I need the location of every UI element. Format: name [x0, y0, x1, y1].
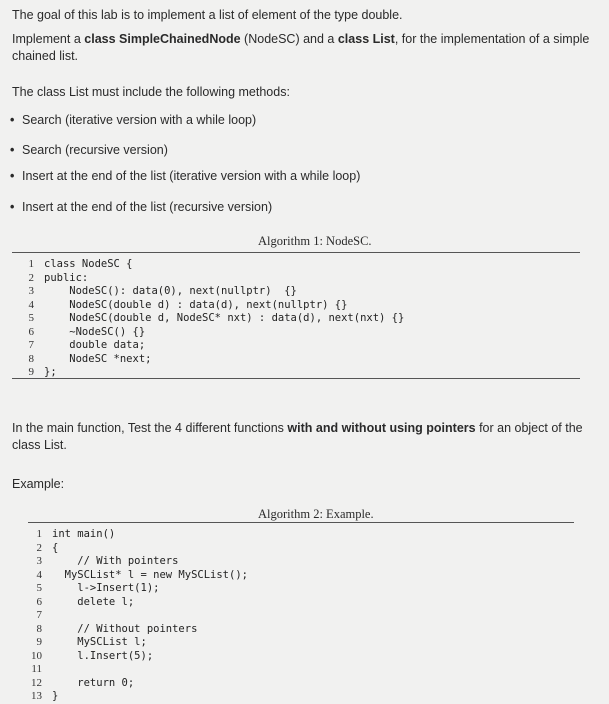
implement-paragraph	[12, 31, 597, 65]
line-number: 1	[28, 258, 34, 270]
line-number: 5	[36, 582, 42, 594]
line-number: 8	[28, 352, 34, 365]
code-line	[22, 528, 248, 542]
code-text: MySCList* l = new MySCList();	[52, 568, 248, 581]
implement-text-2: (NodeSC) and a	[240, 32, 338, 46]
line-number: 3	[28, 285, 34, 297]
code-line	[22, 582, 248, 596]
code-line	[20, 353, 404, 367]
methods-heading: The class List must include the following methods:	[12, 85, 290, 99]
code-text: }	[52, 690, 59, 702]
method-item: • Insert at the end of the list (iterative version with a while loop)	[10, 169, 361, 183]
code-line	[22, 690, 248, 704]
line-number: 8	[36, 622, 42, 635]
code-text: delete l;	[52, 595, 135, 608]
example-label: Example:	[12, 477, 65, 491]
algorithm2-code-block	[22, 528, 248, 704]
algorithm1-top-rule	[12, 252, 580, 253]
line-number: 13	[31, 690, 42, 702]
code-text: NodeSC(double d, NodeSC* nxt) : data(d), next(nxt) {}	[44, 312, 405, 324]
implement-bold-class-list: class List	[337, 32, 395, 46]
method-item-text: Search (iterative version with a while loop)	[22, 113, 257, 127]
method-item: • Search (recursive version)	[10, 143, 168, 157]
method-item-text: Insert at the end of the list (iterative version with a while loop)	[22, 169, 361, 183]
code-line	[20, 312, 404, 326]
goal-text: The goal of this lab is to implement a list of element of the type double.	[12, 8, 403, 22]
algorithm1-bottom-rule	[12, 378, 580, 379]
line-number: 11	[31, 663, 42, 675]
method-item-text: Insert at the end of the list (recursive version)	[22, 200, 273, 214]
line-number: 6	[36, 595, 42, 608]
code-text: MySCList l;	[52, 636, 147, 648]
line-number: 2	[36, 541, 42, 554]
code-text: NodeSC(): data(0), next(nullptr) {}	[44, 285, 297, 297]
line-number: 4	[28, 298, 34, 311]
code-text: class NodeSC {	[44, 258, 133, 270]
code-line	[22, 677, 248, 691]
implement-text-3: , for the implementation of a simple chained list.	[12, 32, 590, 63]
code-line	[22, 555, 248, 569]
code-text: l->Insert(1);	[52, 582, 160, 594]
line-number: 1	[36, 528, 42, 540]
code-line	[22, 542, 248, 556]
code-text: ~NodeSC() {}	[44, 325, 146, 338]
algorithm1-code-block	[20, 258, 404, 380]
line-number: 9	[28, 366, 34, 378]
code-line	[22, 609, 248, 623]
line-number: 6	[28, 325, 34, 338]
code-text: public:	[44, 271, 89, 284]
implement-text-1: Implement a	[12, 32, 85, 46]
code-line	[22, 650, 248, 664]
method-item: • Search (iterative version with a while loop)	[10, 113, 257, 127]
code-line	[20, 285, 404, 299]
method-item: • Insert at the end of the list (recursive version)	[10, 200, 273, 214]
test-paragraph	[12, 420, 597, 454]
code-text: // Without pointers	[52, 622, 198, 635]
line-number: 7	[36, 609, 42, 621]
test-bold-text: with and without using pointers	[287, 421, 476, 435]
line-number: 7	[28, 339, 34, 351]
code-text: double data;	[44, 339, 146, 351]
code-line	[22, 663, 248, 677]
test-text-2: for an object of the class List.	[12, 421, 583, 452]
code-line	[20, 272, 404, 286]
code-text: NodeSC *next;	[44, 352, 152, 365]
line-number: 2	[28, 271, 34, 284]
method-item-text: Search (recursive version)	[22, 143, 168, 157]
code-line	[22, 623, 248, 637]
line-number: 4	[36, 568, 42, 581]
code-line	[20, 299, 404, 313]
code-line	[22, 596, 248, 610]
code-line	[20, 339, 404, 353]
code-text: return 0;	[52, 676, 135, 689]
line-number: 5	[28, 312, 34, 324]
code-text: {	[52, 541, 59, 554]
algorithm2-top-rule	[28, 522, 574, 523]
line-number: 3	[36, 555, 42, 567]
implement-bold-class-node: class SimpleChainedNode	[84, 32, 241, 46]
code-line	[20, 258, 404, 272]
line-number: 12	[31, 676, 42, 689]
code-text: NodeSC(double d) : data(d), next(nullptr) {}	[44, 298, 348, 311]
code-text: // With pointers	[52, 555, 179, 567]
code-text: l.Insert(5);	[52, 649, 154, 662]
algorithm2-title: Algorithm 2: Example.	[258, 507, 374, 521]
code-text: int main()	[52, 528, 116, 540]
line-number: 10	[31, 649, 42, 662]
code-text: };	[44, 366, 57, 378]
code-line	[22, 569, 248, 583]
code-line	[22, 636, 248, 650]
algorithm1-title: Algorithm 1: NodeSC.	[258, 234, 372, 248]
code-line	[20, 326, 404, 340]
test-text-1: In the main function, Test the 4 different functions	[12, 421, 288, 435]
line-number: 9	[36, 636, 42, 648]
